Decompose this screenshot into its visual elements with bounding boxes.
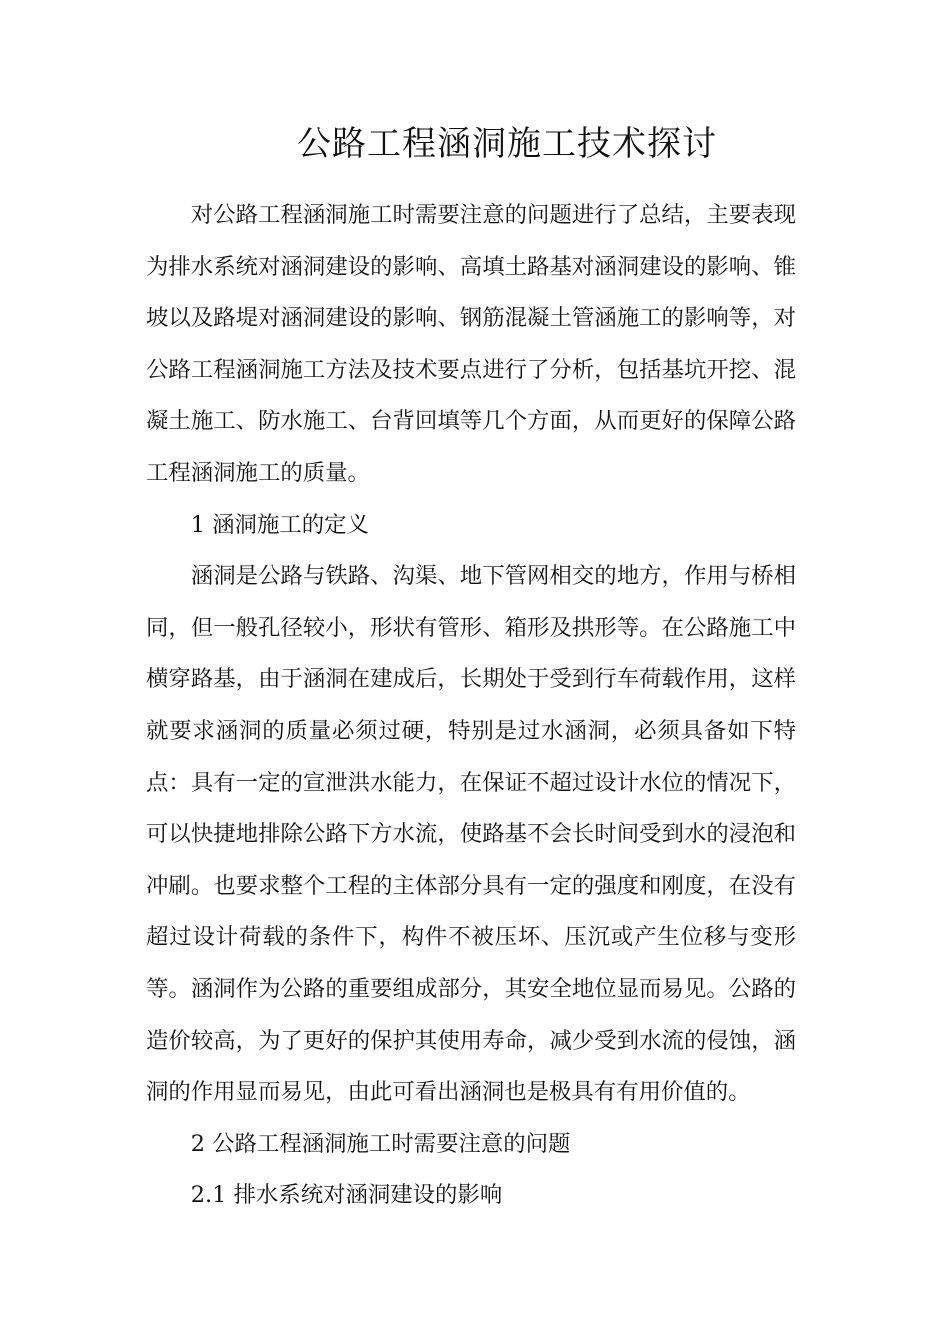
section-2-heading: 2 公路工程涵洞施工时需要注意的问题 <box>190 1130 571 1157</box>
section-1-paragraph: 涵洞是公路与铁路、沟渠、地下管网相交的地方，作用与桥相同，但一般孔径较小，形状有管形、箱形及拱形等。在公路施工中横穿路基，由于涵洞在建成后，长期处于受到行车荷载作用，这样就要求涵洞的质量必须过硬，特别是过水涵洞，必须具备如下特点：具有一定的宣泄洪水能力，在保证不超过设计水位的情况下，可以快捷地排除公路下方水流，使路基不会长时间受到水的浸泡和冲刷。也要求整个工程的主体部分具有一定的强度和刚度，在没有超过设计荷载的条件下，构件不被压坏、压沉或产生位移与变形等。涵洞作为公路的重要组成部分，其安全地位显而易见。公路的造价较高，为了更好的保护其使用寿命，减少受到水流的侵蚀，涵洞的作用显而易见，由此可看出涵洞也是极具有有用价值的。 <box>146 563 796 1106</box>
document-body <box>146 190 796 1222</box>
section-2-1-heading: 2.1 排水系统对涵洞建设的影响 <box>190 1182 503 1209</box>
abstract-paragraph: 对公路工程涵洞施工时需要注意的问题进行了总结，主要表现为排水系统对涵洞建设的影响、高填土路基对涵洞建设的影响、锥坡以及路堤对涵洞建设的影响、钢筋混凝土管涵施工的影响等，对公路工程涵洞施工方法及技术要点进行了分析，包括基坑开挖、混凝土施工、防水施工、台背回填等几个方面，从而更好的保障公路工程涵洞施工的质量。 <box>146 202 796 486</box>
section-1-heading: 1 涵洞施工的定义 <box>190 511 369 538</box>
document-title: 公路工程涵洞施工技术探讨 <box>297 124 717 164</box>
